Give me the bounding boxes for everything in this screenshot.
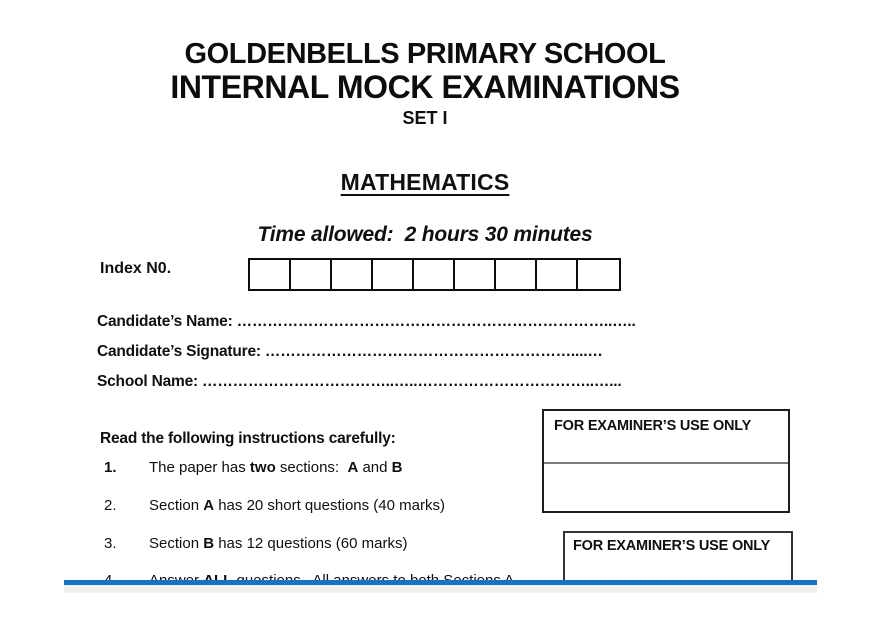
instruction-text: Section A has 20 short questions (40 marks): [149, 497, 445, 514]
examiner-use-box-bottom: [563, 531, 793, 582]
index-cell: [250, 260, 291, 289]
instruction-text: Section B has 12 questions (60 marks): [149, 535, 408, 552]
index-cell: [578, 260, 619, 289]
index-cell: [373, 260, 414, 289]
examiner-use-label: FOR EXAMINER’S USE ONLY: [573, 538, 771, 554]
school-title: GOLDENBELLS PRIMARY SCHOOL: [184, 38, 666, 70]
candidate-signature-line: Candidate’s Signature: ……………………………………………………....…: [97, 343, 603, 360]
instruction-item-1: [104, 459, 403, 476]
examiner-use-box-top: [542, 409, 790, 513]
subject-title: MATHEMATICS: [340, 169, 510, 195]
exam-title: INTERNAL MOCK EXAMINATIONS: [170, 69, 680, 105]
instruction-number: 3.: [104, 535, 117, 552]
examiner-use-label: FOR EXAMINER’S USE ONLY: [554, 418, 752, 434]
index-cell: [537, 260, 578, 289]
instruction-text: The paper has two sections: A and B: [149, 459, 403, 476]
instruction-item-3: [104, 535, 407, 552]
set-label: SET I: [402, 108, 448, 128]
index-cell: [291, 260, 332, 289]
index-cell: [496, 260, 537, 289]
bottom-whitespace: [0, 593, 886, 638]
instruction-item-2: [104, 497, 445, 514]
index-cell: [414, 260, 455, 289]
instruction-number: 2.: [104, 497, 117, 514]
index-cell: [455, 260, 496, 289]
index-number-label: Index N0.: [100, 260, 172, 277]
examiner-box-divider: [544, 462, 788, 464]
candidate-name-line: Candidate’s Name: ………………………………………………………………..…..: [97, 313, 636, 330]
scrollbar-track: [64, 585, 817, 593]
instructions-header: Read the following instructions carefully:: [100, 430, 396, 447]
school-name-line: School Name: ………………………………..…..……………………………..…...: [97, 373, 622, 390]
instruction-number: 1.: [104, 459, 117, 476]
time-allowed-text: Time allowed: 2 hours 30 minutes: [257, 223, 593, 246]
index-number-grid: [248, 258, 621, 291]
index-cell: [332, 260, 373, 289]
